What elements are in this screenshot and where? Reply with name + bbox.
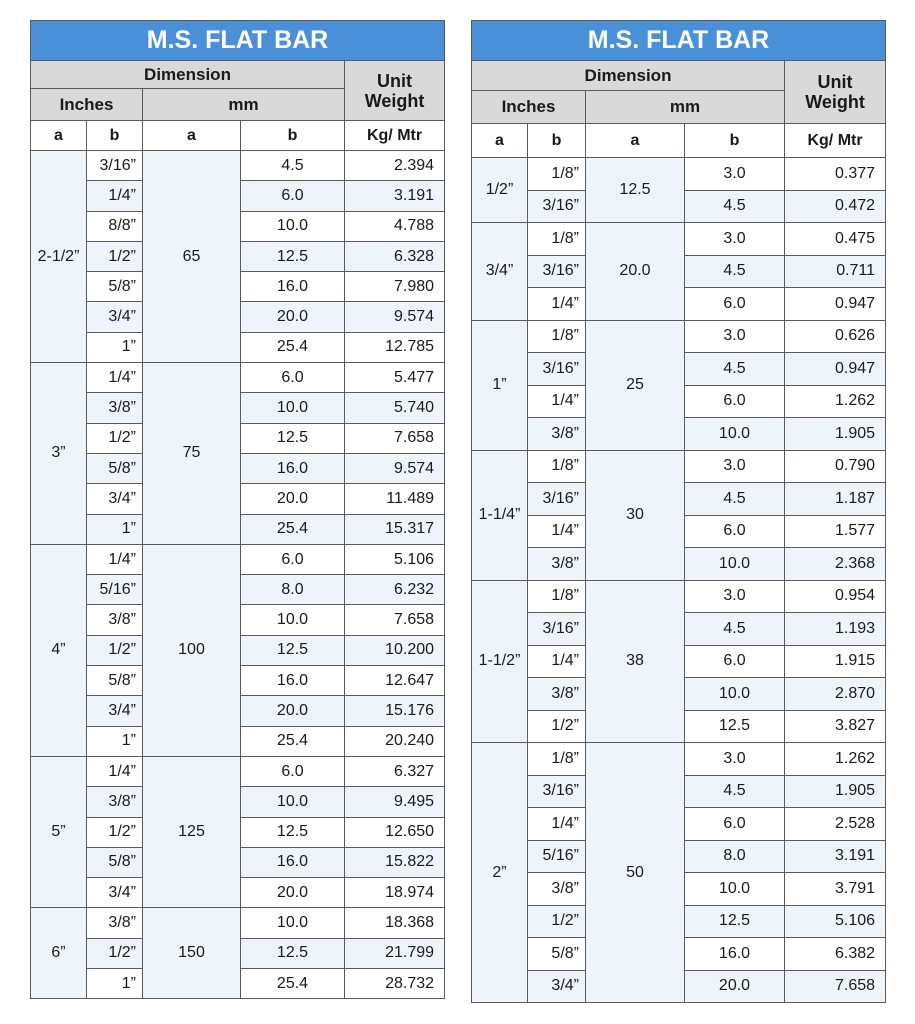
size-b-mm: 12.5 [241, 817, 345, 847]
unit-weight-value: 2.368 [785, 548, 886, 581]
size-a-inches: 6” [31, 908, 87, 999]
inches-header: Inches [472, 91, 586, 124]
size-b-mm: 8.0 [685, 840, 785, 873]
unit-weight-value: 0.472 [785, 190, 886, 223]
size-a-inches: 1-1/2” [472, 580, 528, 743]
unit-weight-value: 18.974 [345, 878, 445, 908]
size-b-mm: 20.0 [241, 302, 345, 332]
size-b-mm: 10.0 [685, 548, 785, 581]
col-unit: Kg/ Mtr [345, 121, 445, 151]
size-b-mm: 25.4 [241, 969, 345, 999]
col-b-mm: b [685, 124, 785, 158]
unit-weight-value: 1.905 [785, 418, 886, 451]
size-a-mm: 12.5 [586, 158, 685, 223]
unit-weight-value: 0.626 [785, 320, 886, 353]
size-a-inches: 1-1/4” [472, 450, 528, 580]
unit-weight-value: 6.382 [785, 938, 886, 971]
size-b-mm: 12.5 [241, 635, 345, 665]
size-b-inches: 3/8” [87, 605, 143, 635]
size-b-mm: 6.0 [685, 515, 785, 548]
unit-weight-value: 5.106 [785, 905, 886, 938]
size-a-inches: 5” [31, 756, 87, 907]
size-b-mm: 4.5 [685, 255, 785, 288]
size-b-mm: 4.5 [685, 190, 785, 223]
size-b-inches: 5/16” [87, 575, 143, 605]
size-a-inches: 1/2” [472, 158, 528, 223]
size-b-mm: 20.0 [241, 484, 345, 514]
col-b-mm: b [241, 121, 345, 151]
unit-weight-value: 15.176 [345, 696, 445, 726]
unit-weight-value: 6.232 [345, 575, 445, 605]
unit-weight-value: 1.187 [785, 483, 886, 516]
size-b-inches: 3/16” [528, 775, 586, 808]
unit-weight-value: 18.368 [345, 908, 445, 938]
table-title: M.S. FLAT BAR [31, 21, 445, 61]
size-b-inches: 1/4” [528, 288, 586, 321]
size-b-mm: 3.0 [685, 158, 785, 191]
size-b-mm: 3.0 [685, 580, 785, 613]
size-a-mm: 75 [143, 363, 241, 545]
size-b-mm: 12.5 [241, 423, 345, 453]
unit-weight-value: 0.790 [785, 450, 886, 483]
inches-header: Inches [31, 89, 143, 121]
flat-bar-table-right [471, 20, 886, 1003]
size-b-inches: 3/8” [528, 873, 586, 906]
size-a-inches: 3” [31, 363, 87, 545]
unit-weight-value: 3.791 [785, 873, 886, 906]
size-b-mm: 6.0 [241, 363, 345, 393]
size-b-inches: 1/2” [87, 423, 143, 453]
size-b-inches: 1/4” [87, 181, 143, 211]
mm-header: mm [586, 91, 785, 124]
size-a-mm: 30 [586, 450, 685, 580]
unit-weight-value: 12.785 [345, 332, 445, 362]
size-a-inches: 3/4” [472, 223, 528, 321]
unit-weight-value: 3.191 [785, 840, 886, 873]
size-b-inches: 1/4” [528, 645, 586, 678]
size-b-inches: 1/4” [528, 515, 586, 548]
size-b-inches: 1” [87, 332, 143, 362]
unit-weight-value: 9.574 [345, 302, 445, 332]
size-b-inches: 1/4” [528, 808, 586, 841]
size-a-mm: 100 [143, 544, 241, 756]
size-b-inches: 3/8” [87, 393, 143, 423]
size-a-mm: 38 [586, 580, 685, 743]
size-b-mm: 20.0 [241, 878, 345, 908]
size-b-inches: 3/4” [87, 696, 143, 726]
size-b-inches: 3/16” [528, 190, 586, 223]
size-b-mm: 6.0 [685, 385, 785, 418]
size-a-mm: 150 [143, 908, 241, 999]
size-b-mm: 4.5 [685, 483, 785, 516]
unit-weight-value: 0.711 [785, 255, 886, 288]
size-b-mm: 3.0 [685, 320, 785, 353]
size-b-inches: 3/16” [528, 483, 586, 516]
unit-weight-value: 28.732 [345, 969, 445, 999]
size-b-inches: 1/4” [87, 756, 143, 786]
size-b-inches: 5/8” [87, 272, 143, 302]
size-b-mm: 6.0 [685, 808, 785, 841]
size-b-mm: 20.0 [241, 696, 345, 726]
unit-weight-value: 1.905 [785, 775, 886, 808]
size-b-mm: 12.5 [685, 710, 785, 743]
unit-weight-value: 15.822 [345, 847, 445, 877]
size-b-mm: 10.0 [685, 678, 785, 711]
size-a-mm: 125 [143, 756, 241, 907]
size-b-mm: 16.0 [241, 453, 345, 483]
size-b-inches: 1/2” [87, 817, 143, 847]
unit-weight-value: 0.954 [785, 580, 886, 613]
unit-weight-value: 3.827 [785, 710, 886, 743]
size-b-inches: 5/8” [528, 938, 586, 971]
size-b-inches: 1/2” [528, 905, 586, 938]
size-b-mm: 10.0 [241, 605, 345, 635]
size-b-mm: 6.0 [685, 288, 785, 321]
size-b-inches: 3/4” [87, 878, 143, 908]
unit-weight-value: 11.489 [345, 484, 445, 514]
size-b-inches: 5/8” [87, 453, 143, 483]
size-a-mm: 20.0 [586, 223, 685, 321]
size-b-mm: 12.5 [241, 938, 345, 968]
col-b-inches: b [528, 124, 586, 158]
unit-weight-value: 0.947 [785, 353, 886, 386]
size-b-mm: 10.0 [241, 211, 345, 241]
unit-weight-value: 3.191 [345, 181, 445, 211]
size-a-inches: 2” [472, 743, 528, 1003]
size-b-mm: 16.0 [241, 272, 345, 302]
col-a-inches: a [472, 124, 528, 158]
size-b-mm: 10.0 [241, 787, 345, 817]
size-b-inches: 3/8” [528, 418, 586, 451]
size-b-mm: 3.0 [685, 450, 785, 483]
size-b-inches: 3/8” [87, 787, 143, 817]
col-a-inches: a [31, 121, 87, 151]
unit-weight-value: 7.980 [345, 272, 445, 302]
unit-weight-value: 12.650 [345, 817, 445, 847]
size-b-mm: 25.4 [241, 332, 345, 362]
size-b-inches: 1/2” [87, 938, 143, 968]
size-b-inches: 3/16” [528, 353, 586, 386]
unit-weight-value: 0.947 [785, 288, 886, 321]
size-b-inches: 1/8” [528, 223, 586, 256]
size-b-inches: 1/4” [87, 544, 143, 574]
size-b-mm: 6.0 [685, 645, 785, 678]
size-b-inches: 5/8” [87, 847, 143, 877]
size-b-mm: 25.4 [241, 514, 345, 544]
size-b-inches: 3/16” [87, 151, 143, 181]
unit-weight-value: 0.475 [785, 223, 886, 256]
unit-weight-value: 7.658 [345, 605, 445, 635]
unit-weight-value: 2.528 [785, 808, 886, 841]
size-b-inches: 3/16” [528, 613, 586, 646]
size-a-inches: 2-1/2” [31, 151, 87, 363]
size-a-mm: 25 [586, 320, 685, 450]
unit-weight-value: 6.328 [345, 241, 445, 271]
size-b-mm: 16.0 [685, 938, 785, 971]
unit-weight-value: 2.394 [345, 151, 445, 181]
unit-weight-value: 2.870 [785, 678, 886, 711]
size-a-inches: 4” [31, 544, 87, 756]
size-b-inches: 1/8” [528, 450, 586, 483]
dimension-header: Dimension [472, 61, 785, 91]
unit-weight-value: 5.477 [345, 363, 445, 393]
size-b-mm: 10.0 [685, 873, 785, 906]
col-a-mm: a [143, 121, 241, 151]
size-b-mm: 4.5 [241, 151, 345, 181]
size-b-inches: 8/8” [87, 211, 143, 241]
size-b-inches: 1/2” [87, 635, 143, 665]
col-b-inches: b [87, 121, 143, 151]
size-b-inches: 3/4” [528, 970, 586, 1003]
size-b-mm: 8.0 [241, 575, 345, 605]
size-b-inches: 3/4” [87, 302, 143, 332]
size-b-inches: 1” [87, 514, 143, 544]
size-b-inches: 3/8” [87, 908, 143, 938]
size-b-inches: 1/4” [528, 385, 586, 418]
unit-weight-value: 7.658 [785, 970, 886, 1003]
size-b-inches: 1/8” [528, 580, 586, 613]
size-b-mm: 16.0 [241, 666, 345, 696]
size-a-mm: 65 [143, 151, 241, 363]
mm-header: mm [143, 89, 345, 121]
unit-weight-value: 21.799 [345, 938, 445, 968]
size-b-inches: 3/8” [528, 678, 586, 711]
size-b-mm: 3.0 [685, 743, 785, 776]
unit-weight-value: 12.647 [345, 666, 445, 696]
unit-weight-value: 5.106 [345, 544, 445, 574]
unit-weight-value: 1.193 [785, 613, 886, 646]
size-b-inches: 1/4” [87, 363, 143, 393]
size-b-inches: 3/8” [528, 548, 586, 581]
size-b-inches: 1/8” [528, 158, 586, 191]
size-b-mm: 10.0 [685, 418, 785, 451]
size-b-mm: 4.5 [685, 775, 785, 808]
dimension-header: Dimension [31, 61, 345, 89]
size-b-mm: 12.5 [685, 905, 785, 938]
flat-bar-table-left [30, 20, 445, 999]
size-b-mm: 6.0 [241, 544, 345, 574]
size-b-mm: 4.5 [685, 353, 785, 386]
size-b-inches: 1/8” [528, 320, 586, 353]
size-b-inches: 1/8” [528, 743, 586, 776]
size-a-mm: 50 [586, 743, 685, 1003]
size-b-mm: 6.0 [241, 181, 345, 211]
unit-weight-value: 1.915 [785, 645, 886, 678]
size-b-mm: 10.0 [241, 908, 345, 938]
unit-weight-value: 6.327 [345, 756, 445, 786]
size-b-inches: 5/16” [528, 840, 586, 873]
unit-weight-value: 9.495 [345, 787, 445, 817]
unit-weight-header: Unit Weight [785, 61, 886, 124]
unit-weight-value: 1.577 [785, 515, 886, 548]
unit-weight-value: 4.788 [345, 211, 445, 241]
size-b-inches: 5/8” [87, 666, 143, 696]
size-b-mm: 20.0 [685, 970, 785, 1003]
size-b-mm: 25.4 [241, 726, 345, 756]
unit-weight-header: Unit Weight [345, 61, 445, 121]
unit-weight-value: 15.317 [345, 514, 445, 544]
unit-weight-value: 5.740 [345, 393, 445, 423]
col-a-mm: a [586, 124, 685, 158]
size-b-mm: 4.5 [685, 613, 785, 646]
size-b-inches: 3/16” [528, 255, 586, 288]
size-b-inches: 1” [87, 969, 143, 999]
table-title: M.S. FLAT BAR [472, 21, 886, 61]
size-a-inches: 1” [472, 320, 528, 450]
unit-weight-value: 7.658 [345, 423, 445, 453]
unit-weight-value: 9.574 [345, 453, 445, 483]
col-unit: Kg/ Mtr [785, 124, 886, 158]
size-b-inches: 1/2” [87, 241, 143, 271]
size-b-inches: 1/2” [528, 710, 586, 743]
unit-weight-value: 0.377 [785, 158, 886, 191]
size-b-mm: 10.0 [241, 393, 345, 423]
size-b-mm: 3.0 [685, 223, 785, 256]
size-b-inches: 3/4” [87, 484, 143, 514]
size-b-mm: 6.0 [241, 756, 345, 786]
size-b-mm: 12.5 [241, 241, 345, 271]
unit-weight-value: 20.240 [345, 726, 445, 756]
size-b-mm: 16.0 [241, 847, 345, 877]
unit-weight-value: 10.200 [345, 635, 445, 665]
unit-weight-value: 1.262 [785, 385, 886, 418]
size-b-inches: 1” [87, 726, 143, 756]
unit-weight-value: 1.262 [785, 743, 886, 776]
